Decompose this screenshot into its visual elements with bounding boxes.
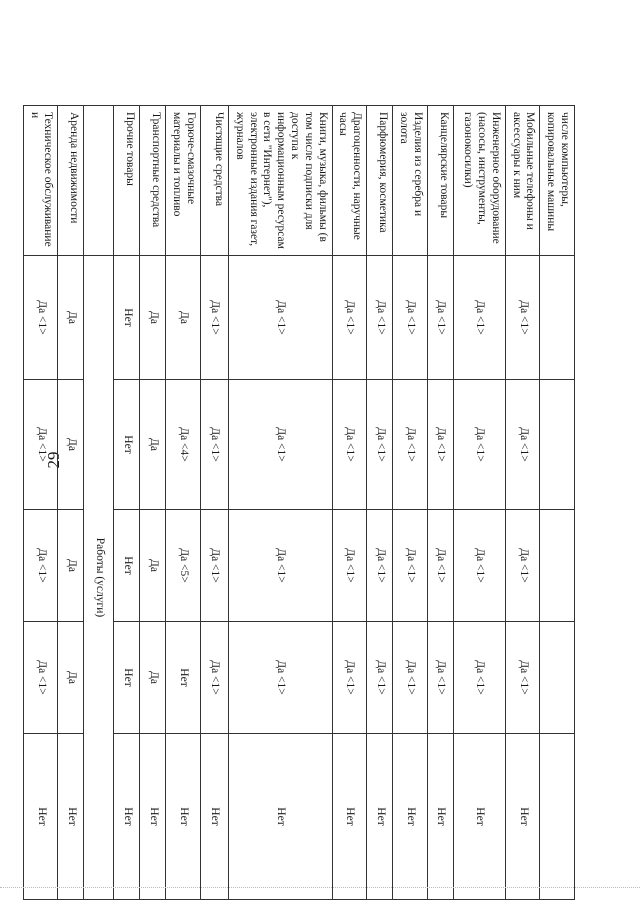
table-row xyxy=(505,106,540,900)
table-row xyxy=(393,106,428,900)
table-row xyxy=(367,106,393,900)
value-cell: Да xyxy=(140,256,166,380)
value-cell: Нет xyxy=(114,622,140,734)
table-row xyxy=(23,106,58,900)
value-cell: Да <1> xyxy=(201,622,229,734)
value-cell: Да <1> xyxy=(332,622,367,734)
value-cell: Да xyxy=(140,380,166,510)
value-cell: Да xyxy=(58,510,84,622)
value-cell: Нет xyxy=(166,622,201,734)
value-cell: Да <1> xyxy=(453,622,505,734)
value-cell: Да xyxy=(58,380,84,510)
value-cell: Да <1> xyxy=(23,256,58,380)
value-cell: Нет xyxy=(114,734,140,900)
value-cell: Да xyxy=(166,256,201,380)
value-cell: Да <1> xyxy=(332,256,367,380)
value-cell: Да <1> xyxy=(393,510,428,622)
value-cell: Да xyxy=(140,622,166,734)
value-cell: Нет xyxy=(114,380,140,510)
section-label: Работы (услуги) xyxy=(84,256,114,900)
value-cell: Нет xyxy=(23,734,58,900)
value-cell: Да <1> xyxy=(229,622,333,734)
row-name-cell: Горюче-смазочные материалы и топливо xyxy=(166,106,201,256)
value-cell: Да <1> xyxy=(367,256,393,380)
value-cell: Нет xyxy=(367,734,393,900)
value-cell: Нет xyxy=(114,510,140,622)
table-row xyxy=(140,106,166,900)
value-cell: Да <4> xyxy=(166,380,201,510)
value-cell: Да <1> xyxy=(453,256,505,380)
section-empty-cell xyxy=(84,106,114,256)
value-cell: Да <1> xyxy=(201,256,229,380)
row-name-cell: Прочие товары xyxy=(114,106,140,256)
value-cell: Да <1> xyxy=(505,622,540,734)
bottom-scan-line xyxy=(0,887,640,889)
value-cell: Да <1> xyxy=(23,622,58,734)
table-row xyxy=(166,106,201,900)
value-cell: Да <1> xyxy=(332,380,367,510)
value-cell: Да <1> xyxy=(393,622,428,734)
value-cell: Да <1> xyxy=(23,510,58,622)
table-row xyxy=(229,106,333,900)
row-name-cell: Изделия из серебра и золота xyxy=(393,106,428,256)
table-row xyxy=(114,106,140,900)
value-cell: Да <1> xyxy=(505,510,540,622)
value-cell: Да <1> xyxy=(427,510,453,622)
table-row xyxy=(453,106,505,900)
value-cell: Да <1> xyxy=(229,256,333,380)
row-name-cell: Инженерное оборудование (насосы, инструменты, газонокосилки) xyxy=(453,106,505,256)
row-name-cell: Драгоценности, наручные часы xyxy=(332,106,367,256)
value-cell: Да <1> xyxy=(453,380,505,510)
row-name-cell: Мобильные телефоны и аксессуары к ним xyxy=(505,106,540,256)
value-cell: Нет xyxy=(166,734,201,900)
value-cell: Нет xyxy=(229,734,333,900)
value-cell: Да <1> xyxy=(201,380,229,510)
value-cell xyxy=(540,622,575,734)
value-cell: Нет xyxy=(427,734,453,900)
value-cell: Да xyxy=(58,256,84,380)
value-cell: Да <5> xyxy=(166,510,201,622)
page-number: 29 xyxy=(44,451,63,469)
value-cell: Да <1> xyxy=(367,510,393,622)
table-row xyxy=(58,106,84,900)
value-cell: Нет xyxy=(114,256,140,380)
table-row xyxy=(332,106,367,900)
data-table xyxy=(23,105,575,900)
row-name-cell: Канцелярские товары xyxy=(427,106,453,256)
value-cell: Да xyxy=(140,510,166,622)
value-cell: Нет xyxy=(453,734,505,900)
table-row xyxy=(201,106,229,900)
value-cell: Да <1> xyxy=(201,510,229,622)
value-cell: Да <1> xyxy=(453,510,505,622)
section-row xyxy=(84,106,114,900)
row-name-cell: Техническое обслуживание и xyxy=(23,106,58,256)
row-name-cell: Книги, музыка, фильмы (в том числе подписки для доступа к информационным ресурсам в сети "Интернет"), электронные издания газет, журналов xyxy=(229,106,333,256)
value-cell: Нет xyxy=(140,734,166,900)
value-cell: Да <1> xyxy=(505,380,540,510)
row-name-cell: Чистящие средства xyxy=(201,106,229,256)
value-cell: Нет xyxy=(505,734,540,900)
row-name-cell: Парфюмерия, косметика xyxy=(367,106,393,256)
value-cell: Нет xyxy=(393,734,428,900)
value-cell: Да <1> xyxy=(505,256,540,380)
value-cell xyxy=(540,734,575,900)
row-name-cell: Аренда недвижимости xyxy=(58,106,84,256)
table-row xyxy=(540,106,575,900)
value-cell: Да <1> xyxy=(229,380,333,510)
value-cell: Да <1> xyxy=(427,380,453,510)
value-cell: Да <1> xyxy=(427,622,453,734)
value-cell xyxy=(540,510,575,622)
table-row xyxy=(427,106,453,900)
value-cell: Да <1> xyxy=(367,622,393,734)
row-name-cell: числе компьютеры, копировальные машины xyxy=(540,106,575,256)
value-cell: Нет xyxy=(58,734,84,900)
value-cell xyxy=(540,380,575,510)
value-cell: Да <1> xyxy=(367,380,393,510)
value-cell: Нет xyxy=(332,734,367,900)
value-cell: Да <1> xyxy=(393,256,428,380)
value-cell: Нет xyxy=(201,734,229,900)
value-cell: Да <1> xyxy=(393,380,428,510)
value-cell xyxy=(540,256,575,380)
value-cell: Да <1> xyxy=(332,510,367,622)
value-cell: Да xyxy=(58,622,84,734)
value-cell: Да <1> xyxy=(427,256,453,380)
row-name-cell: Транспортные средства xyxy=(140,106,166,256)
value-cell: Да <1> xyxy=(23,380,58,510)
value-cell: Да <1> xyxy=(229,510,333,622)
